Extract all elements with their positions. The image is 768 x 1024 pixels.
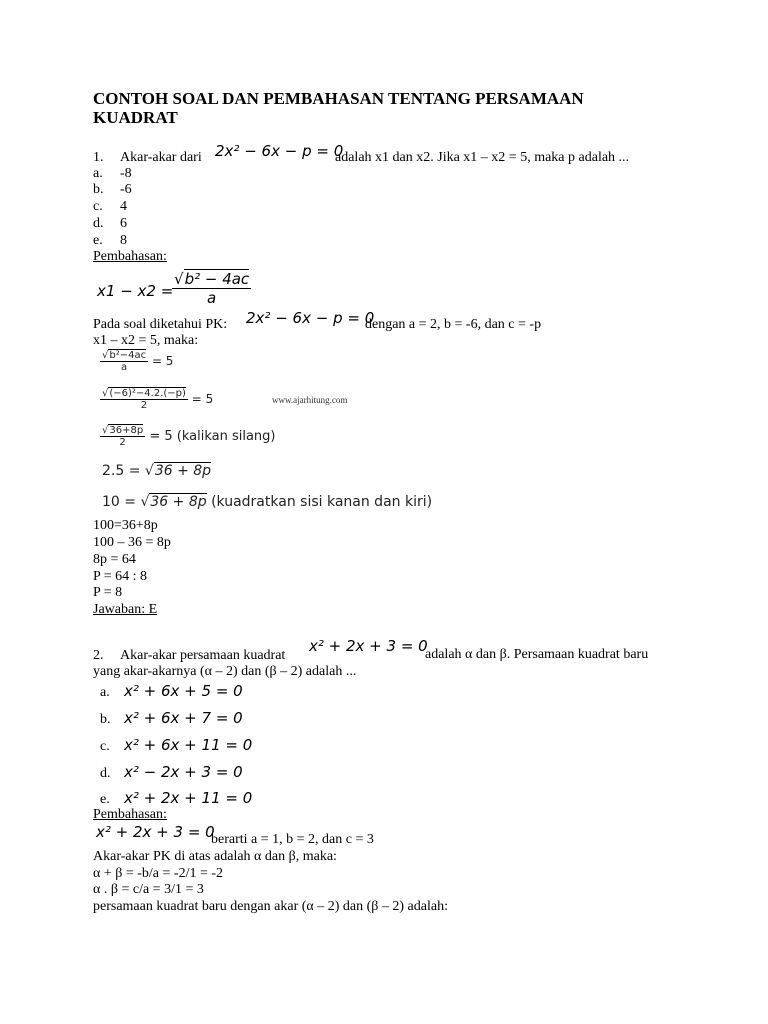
q2-pk-after: berarti a = 1, b = 2, dan c = 3 [211, 832, 374, 847]
q1-line: 8p = 64 [93, 552, 136, 567]
q2-option-letter: d. [100, 766, 111, 781]
q1-answer: Jawaban: E [93, 602, 158, 617]
q1-option-value: -8 [120, 166, 132, 181]
q1-line: 100 – 36 = 8p [93, 535, 171, 550]
q1-step1: $\frac{\text{√b²−4ac}}{a}$ = 5 [102, 350, 174, 373]
q1-option-value: 6 [120, 216, 127, 231]
page-title-line2: KUADRAT [93, 108, 178, 127]
q1-step2: $\frac{\text{√(−6)²−4.2.(−p)}}{2}$ = 5 [102, 388, 214, 411]
q2-option-letter: e. [100, 792, 110, 807]
q1-step3-numerator: 36+8p [109, 425, 144, 436]
q1-pembahasan-label: Pembahasan: [93, 249, 167, 264]
q2-line: persamaan kuadrat baru dengan akar (α – 2) dan (β – 2) adalah: [93, 899, 448, 914]
q2-equation: x² + 2x + 3 = 0 [309, 637, 428, 655]
q1-equation: 2x² − 6x − p = 0 [215, 142, 344, 160]
q2-option-value: x² + 6x + 5 = 0 [124, 682, 243, 700]
q1-formula-denominator: a [206, 289, 217, 307]
q1-step5-radicand: 36 + 8p [150, 494, 207, 510]
q2-pembahasan-label: Pembahasan: [93, 807, 167, 822]
q2-option-letter: c. [100, 739, 110, 754]
q2-option-value: x² + 2x + 11 = 0 [124, 789, 253, 807]
q1-pk-after: dengan a = 2, b = -6, dan c = -p [365, 317, 542, 332]
q1-line: 100=36+8p [93, 518, 158, 533]
q1-step3-rhs: = 5 (kalikan silang) [149, 429, 276, 444]
q1-pk-text: Pada soal diketahui PK: [93, 317, 228, 332]
q1-option-letter: b. [93, 182, 104, 197]
q2-option-value: x² + 6x + 7 = 0 [124, 709, 243, 727]
q1-option-value: -6 [120, 182, 132, 197]
q1-step2-rhs: = 5 [191, 392, 214, 406]
q2-option-value: x² − 2x + 3 = 0 [124, 763, 243, 781]
q2-line: Akar-akar PK di atas adalah α dan β, maka: [93, 849, 337, 864]
q1-step2-numerator: (−6)²−4.2.(−p) [109, 388, 186, 399]
q1-step2-denominator: 2 [140, 400, 148, 411]
q1-maka-line: x1 – x2 = 5, maka: [93, 333, 199, 348]
q2-line2: yang akar-akarnya (α – 2) dan (β – 2) adalah ... [93, 664, 357, 679]
q2-line: α . β = c/a = 3/1 = 3 [93, 882, 204, 897]
q1-text-before: Akar-akar dari [120, 150, 202, 165]
q1-option-letter: e. [93, 233, 103, 248]
q1-formula-numerator: b² − 4ac [184, 270, 250, 288]
q1-step1-denominator: a [120, 362, 128, 373]
q1-option-letter: d. [93, 216, 104, 231]
q2-number: 2. [93, 648, 104, 663]
q1-step4: 2.5 = √36 + 8p [102, 463, 212, 479]
q1-number: 1. [93, 150, 104, 165]
q1-step4-lhs: 2.5 = [102, 463, 141, 479]
q1-step5: 10 = √36 + 8p (kuadratkan sisi kanan dan kiri) [102, 494, 433, 510]
q2-option-letter: b. [100, 712, 111, 727]
q1-step5-lhs: 10 = [102, 494, 136, 510]
page-title-line1: CONTOH SOAL DAN PEMBAHASAN TENTANG PERSAMAAN [93, 89, 584, 108]
q1-option-letter: c. [93, 199, 103, 214]
q2-line: α + β = -b/a = -2/1 = -2 [93, 866, 224, 881]
q1-pk-equation: 2x² − 6x − p = 0 [246, 309, 375, 327]
q1-step1-rhs: = 5 [151, 354, 174, 368]
q2-option-value: x² + 6x + 11 = 0 [124, 736, 253, 754]
q2-pk-equation: x² + 2x + 3 = 0 [96, 823, 215, 841]
q2-text-before: Akar-akar persamaan kuadrat [120, 648, 286, 663]
q2-text-after: adalah α dan β. Persamaan kuadrat baru [425, 647, 649, 662]
q2-option-letter: a. [100, 685, 110, 700]
q1-step5-note: (kuadratkan sisi kanan dan kiri) [211, 494, 433, 510]
q1-line: P = 64 : 8 [93, 569, 148, 584]
q1-option-value: 4 [120, 199, 127, 214]
q1-step3-denominator: 2 [119, 437, 126, 448]
watermark-url: www.ajarhitung.com [272, 395, 348, 405]
q1-line: P = 8 [93, 585, 123, 600]
q1-option-letter: a. [93, 166, 103, 181]
q1-formula-fraction: $\frac{\text{√b² − 4ac}}{a}$ [174, 270, 250, 307]
q1-step4-radicand: 36 + 8p [154, 463, 212, 479]
q1-step3: $\frac{√36+8p}{2}$ = 5 (kalikan silang) [102, 425, 276, 448]
q1-step1-numerator: b²−4ac [109, 350, 147, 361]
q1-formula-lhs: x1 − x2 = [97, 282, 174, 300]
q1-text-after: adalah x1 dan x2. Jika x1 – x2 = 5, maka p adalah ... [335, 150, 630, 165]
q1-option-value: 8 [120, 233, 127, 248]
